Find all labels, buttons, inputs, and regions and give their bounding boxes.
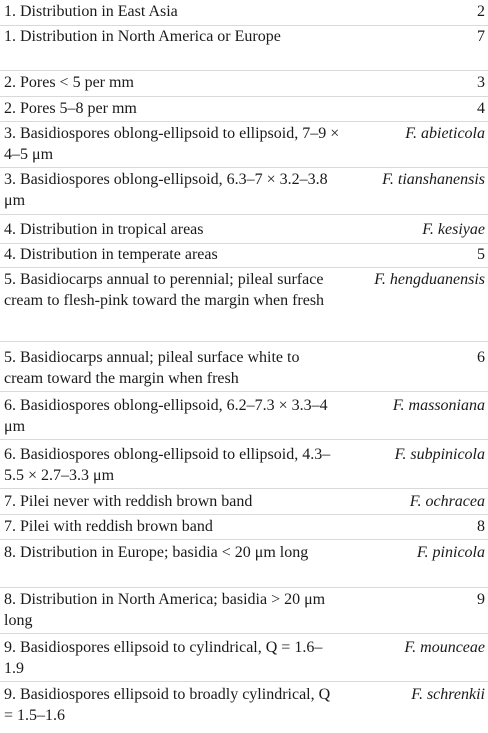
couplet-target-species: F. abieticola xyxy=(405,125,485,142)
row-divider xyxy=(0,587,488,588)
couplet-target: 3 xyxy=(477,74,485,91)
couplet-statement: 9. Basidiospores ellipsoid to broadly cylindrical, Q = 1.5–1.6 xyxy=(4,686,331,724)
couplet-target-species: F. schrenkii xyxy=(411,686,485,703)
couplet-statement: 3. Basidiospores oblong-ellipsoid, 6.3–7 × 3.2–3.8 μm xyxy=(4,171,328,209)
couplet-target-species: F. subpinicola xyxy=(394,446,485,463)
row-divider xyxy=(0,341,488,342)
couplet-statement: 6. Basidiospores oblong-ellipsoid, 6.2–7.3 × 3.3–4 μm xyxy=(4,397,328,435)
couplet-target-species: F. mounceae xyxy=(404,639,485,656)
couplet-target-species: F. pinicola xyxy=(416,544,485,561)
couplet-target-species: F. kesiyae xyxy=(422,221,485,238)
couplet-statement: 1. Distribution in East Asia xyxy=(4,3,178,20)
row-divider xyxy=(0,267,488,268)
couplet-statement: 7. Pilei with reddish brown band xyxy=(4,518,213,535)
couplet-statement: 4. Distribution in tropical areas xyxy=(4,221,204,238)
couplet-target-species: F. massoniana xyxy=(392,397,485,414)
couplet-statement: 9. Basidiospores ellipsoid to cylindrical, Q = 1.6–1.9 xyxy=(4,639,323,677)
row-divider xyxy=(0,121,488,122)
row-divider xyxy=(0,214,488,215)
couplet-target-species: F. ochracea xyxy=(409,493,485,510)
couplet-target: 7 xyxy=(477,28,485,45)
couplet-target: 2 xyxy=(477,3,485,20)
row-divider xyxy=(0,681,488,682)
row-divider xyxy=(0,70,488,71)
row-divider xyxy=(0,96,488,97)
couplet-statement: 8. Distribution in Europe; basidia < 20 μm long xyxy=(4,544,309,561)
row-divider xyxy=(0,514,488,515)
row-divider xyxy=(0,439,488,440)
row-divider xyxy=(0,633,488,634)
couplet-target: 8 xyxy=(477,518,485,535)
row-divider xyxy=(0,391,488,392)
couplet-statement: 8. Distribution in North America; basidia > 20 μm long xyxy=(4,591,326,629)
couplet-target-species: F. hengduanensis xyxy=(374,271,485,288)
couplet-target: 5 xyxy=(477,246,485,263)
row-divider xyxy=(0,539,488,540)
couplet-target-species: F. tianshanensis xyxy=(382,171,485,188)
couplet-target: 6 xyxy=(477,349,485,366)
couplet-statement: 2. Pores 5–8 per mm xyxy=(4,100,137,117)
couplet-statement: 1. Distribution in North America or Europe xyxy=(4,28,281,45)
row-divider xyxy=(0,488,488,489)
couplet-target: 9 xyxy=(477,591,485,608)
couplet-statement: 7. Pilei never with reddish brown band xyxy=(4,493,253,510)
row-divider xyxy=(0,167,488,168)
couplet-statement: 5. Basidiocarps annual to perennial; pileal surface cream to flesh-pink toward the margin when fresh xyxy=(4,271,325,309)
couplet-statement: 5. Basidiocarps annual; pileal surface white to cream toward the margin when fresh xyxy=(4,349,300,387)
couplet-statement: 6. Basidiospores oblong-ellipsoid to ellipsoid, 4.3–5.5 × 2.7–3.3 μm xyxy=(4,446,331,484)
couplet-statement: 4. Distribution in temperate areas xyxy=(4,246,218,263)
couplet-statement: 3. Basidiospores oblong-ellipsoid to ellipsoid, 7–9 × 4–5 μm xyxy=(4,125,340,163)
couplet-target: 4 xyxy=(477,100,485,117)
couplet-statement: 2. Pores < 5 per mm xyxy=(4,74,134,91)
